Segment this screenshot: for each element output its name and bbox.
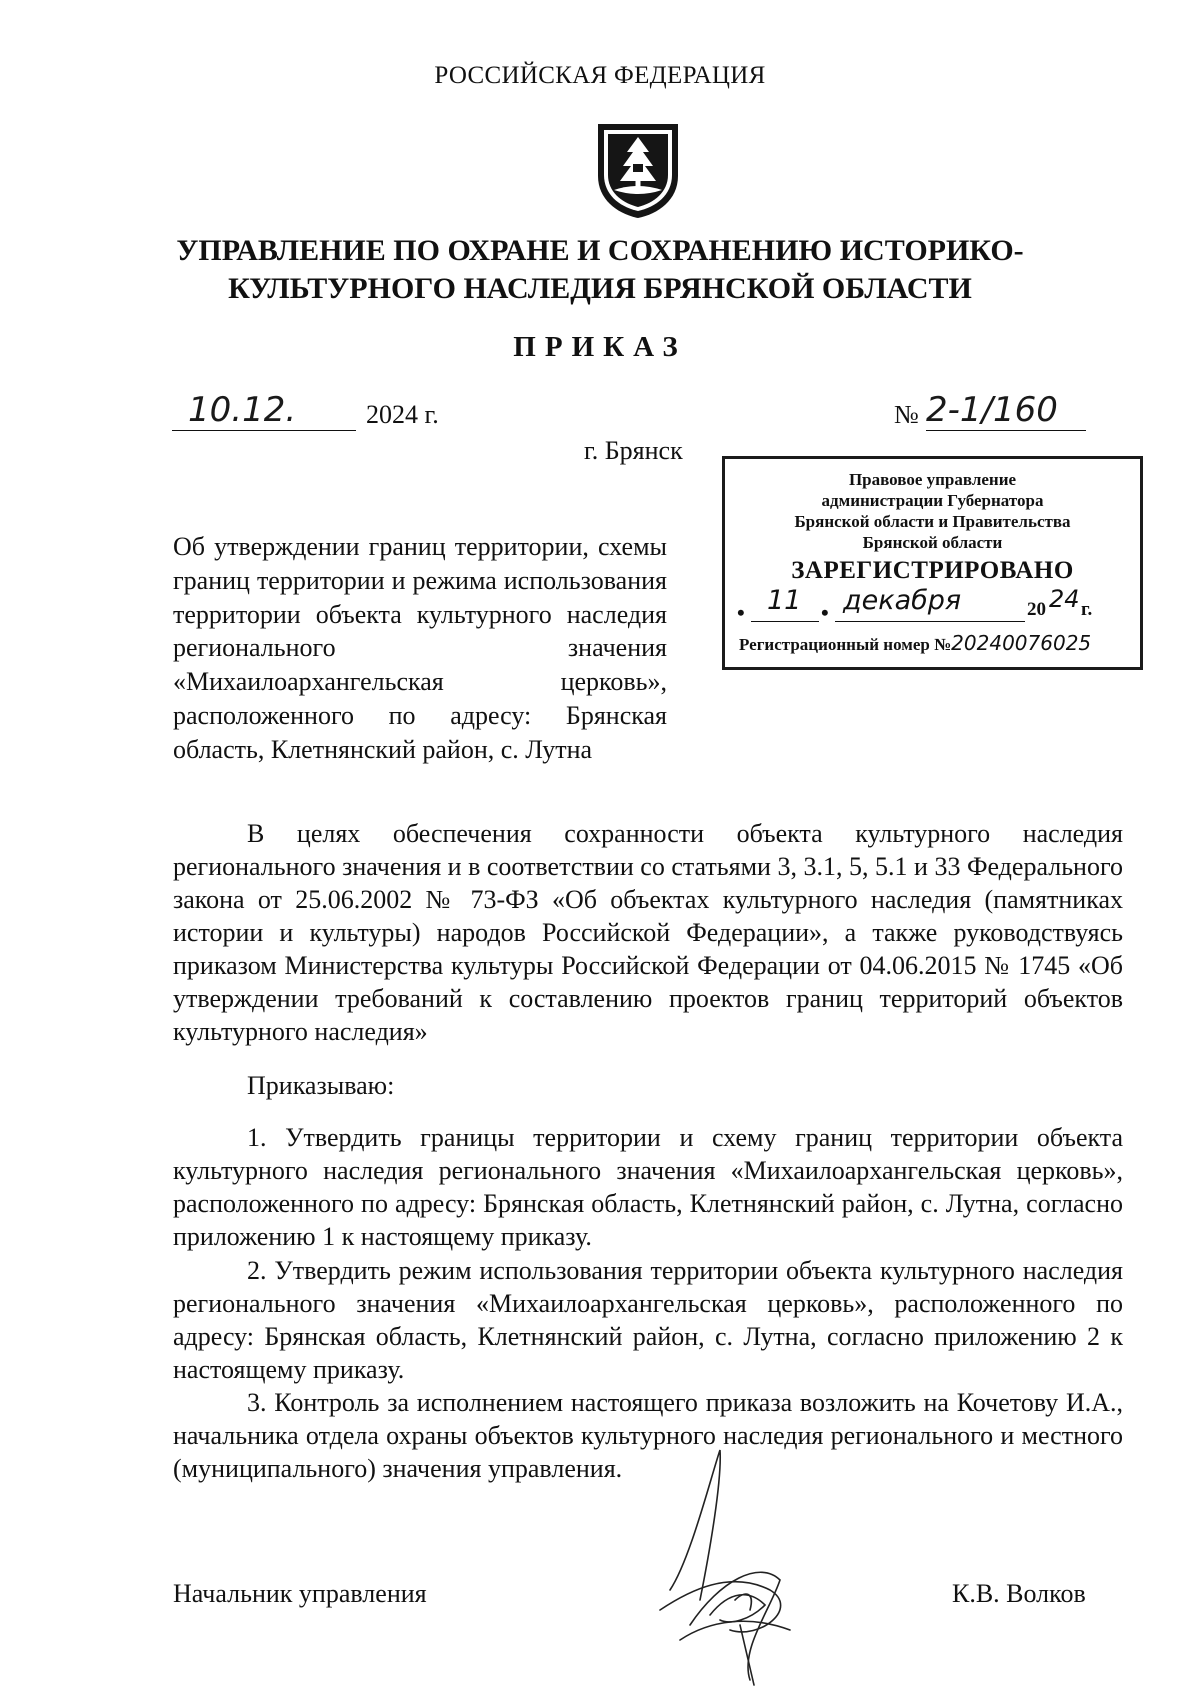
stamp-reg-number-row: [725, 631, 1140, 655]
stamp-reg-number-handwritten: 20240076025: [951, 631, 1092, 655]
coat-of-arms-icon: [590, 120, 686, 220]
preamble-paragraph: [173, 817, 1123, 1048]
signatory-position: Начальник управления: [173, 1579, 427, 1608]
order-item-text: 2. Утвердить режим использования территории объекта культурного наследия регионального значения «Михаилоархангельская церковь», расположенного по адресу: Брянская область, Клетнянский район, с. Лутна, согласно приложению 2 к настоящему приказу.: [173, 1256, 1123, 1384]
stamp-bullet: •: [821, 600, 829, 625]
stamp-day-underline: [751, 621, 819, 622]
document-type: ПРИКАЗ: [513, 331, 687, 363]
stamp-date-row: [725, 585, 1140, 625]
order-item-2: [173, 1254, 1123, 1386]
agency-name: [0, 232, 1200, 308]
stamp-org-line: Брянской области и Правительства: [794, 512, 1071, 531]
stamp-year-suffix: г.: [1081, 599, 1093, 620]
order-item-1: [173, 1121, 1123, 1253]
stamp-year-prefix: 20: [1027, 599, 1046, 620]
number-underline: [926, 430, 1086, 431]
registration-stamp: [722, 456, 1143, 670]
stamp-year-handwritten: 24: [1049, 585, 1080, 613]
city: г. Брянск: [584, 436, 683, 465]
order-number-handwritten: 2-1/160: [926, 390, 1058, 430]
date-underline: [172, 430, 356, 431]
stamp-month-handwritten: декабря: [843, 585, 962, 616]
stamp-bullet: •: [737, 600, 745, 625]
stamp-org-line: Правовое управление: [848, 470, 1017, 489]
number-sign: №: [894, 400, 919, 429]
orders-heading: Приказываю:: [247, 1071, 395, 1100]
country-title: РОССИЙСКАЯ ФЕДЕРАЦИЯ: [434, 62, 766, 89]
agency-name-line1: УПРАВЛЕНИЕ ПО ОХРАНЕ И СОХРАНЕНИЮ ИСТОРИКО-: [176, 234, 1024, 267]
order-date-handwritten: 10.12.: [188, 390, 297, 430]
stamp-status: ЗАРЕГИСТРИРОВАНО: [791, 557, 1074, 584]
stamp-org-line: администрации Губернатора: [821, 491, 1044, 510]
order-year: 2024 г.: [366, 400, 439, 429]
stamp-org-line: Брянской области: [862, 533, 1003, 552]
order-item-text: 1. Утвердить границы территории и схему границ территории объекта культурного наследия регионального значения «Михаилоархангельская церковь», расположенного по адресу: Брянская область, Клетнянский район, с. Лутна, согласно приложению 1 к настоящему приказу.: [173, 1123, 1123, 1251]
order-item-3: [173, 1386, 1123, 1485]
order-subject: Об утверждении границ территории, схемы границ территории и режима использования территории объекта культурного наследия регионального значения «Михаилоархангельская церковь», расположенного по адресу: Брянская область, Клетнянский район, с. Лутна: [173, 532, 667, 764]
stamp-day-handwritten: 11: [767, 585, 802, 616]
handwritten-signature: [650, 1440, 810, 1690]
signatory-name: К.В. Волков: [952, 1579, 1086, 1608]
stamp-reg-label: Регистрационный номер №: [739, 635, 952, 654]
agency-name-line2: КУЛЬТУРНОГО НАСЛЕДИЯ БРЯНСКОЙ ОБЛАСТИ: [228, 272, 972, 305]
stamp-organization: [725, 469, 1140, 553]
order-item-text: 3. Контроль за исполнением настоящего приказа возложить на Кочетову И.А., начальника отдела охраны объектов культурного наследия регионального и местного (муниципального) значения управления.: [173, 1388, 1123, 1483]
preamble-text: В целях обеспечения сохранности объекта культурного наследия регионального значения и в соответствии со статьями 3, 3.1, 5, 5.1 и 33 Федерального закона от 25.06.2002 № 73-ФЗ «Об объектах культурного наследия (памятниках истории и культуры) народов Российской Федерации», а также руководствуясь приказом Министерства культуры Российской Федерации от 04.06.2015 № 1745 «Об утверждении требований к составлению проектов границ территорий объектов культурного наследия»: [173, 819, 1123, 1046]
stamp-month-underline: [835, 621, 1025, 622]
